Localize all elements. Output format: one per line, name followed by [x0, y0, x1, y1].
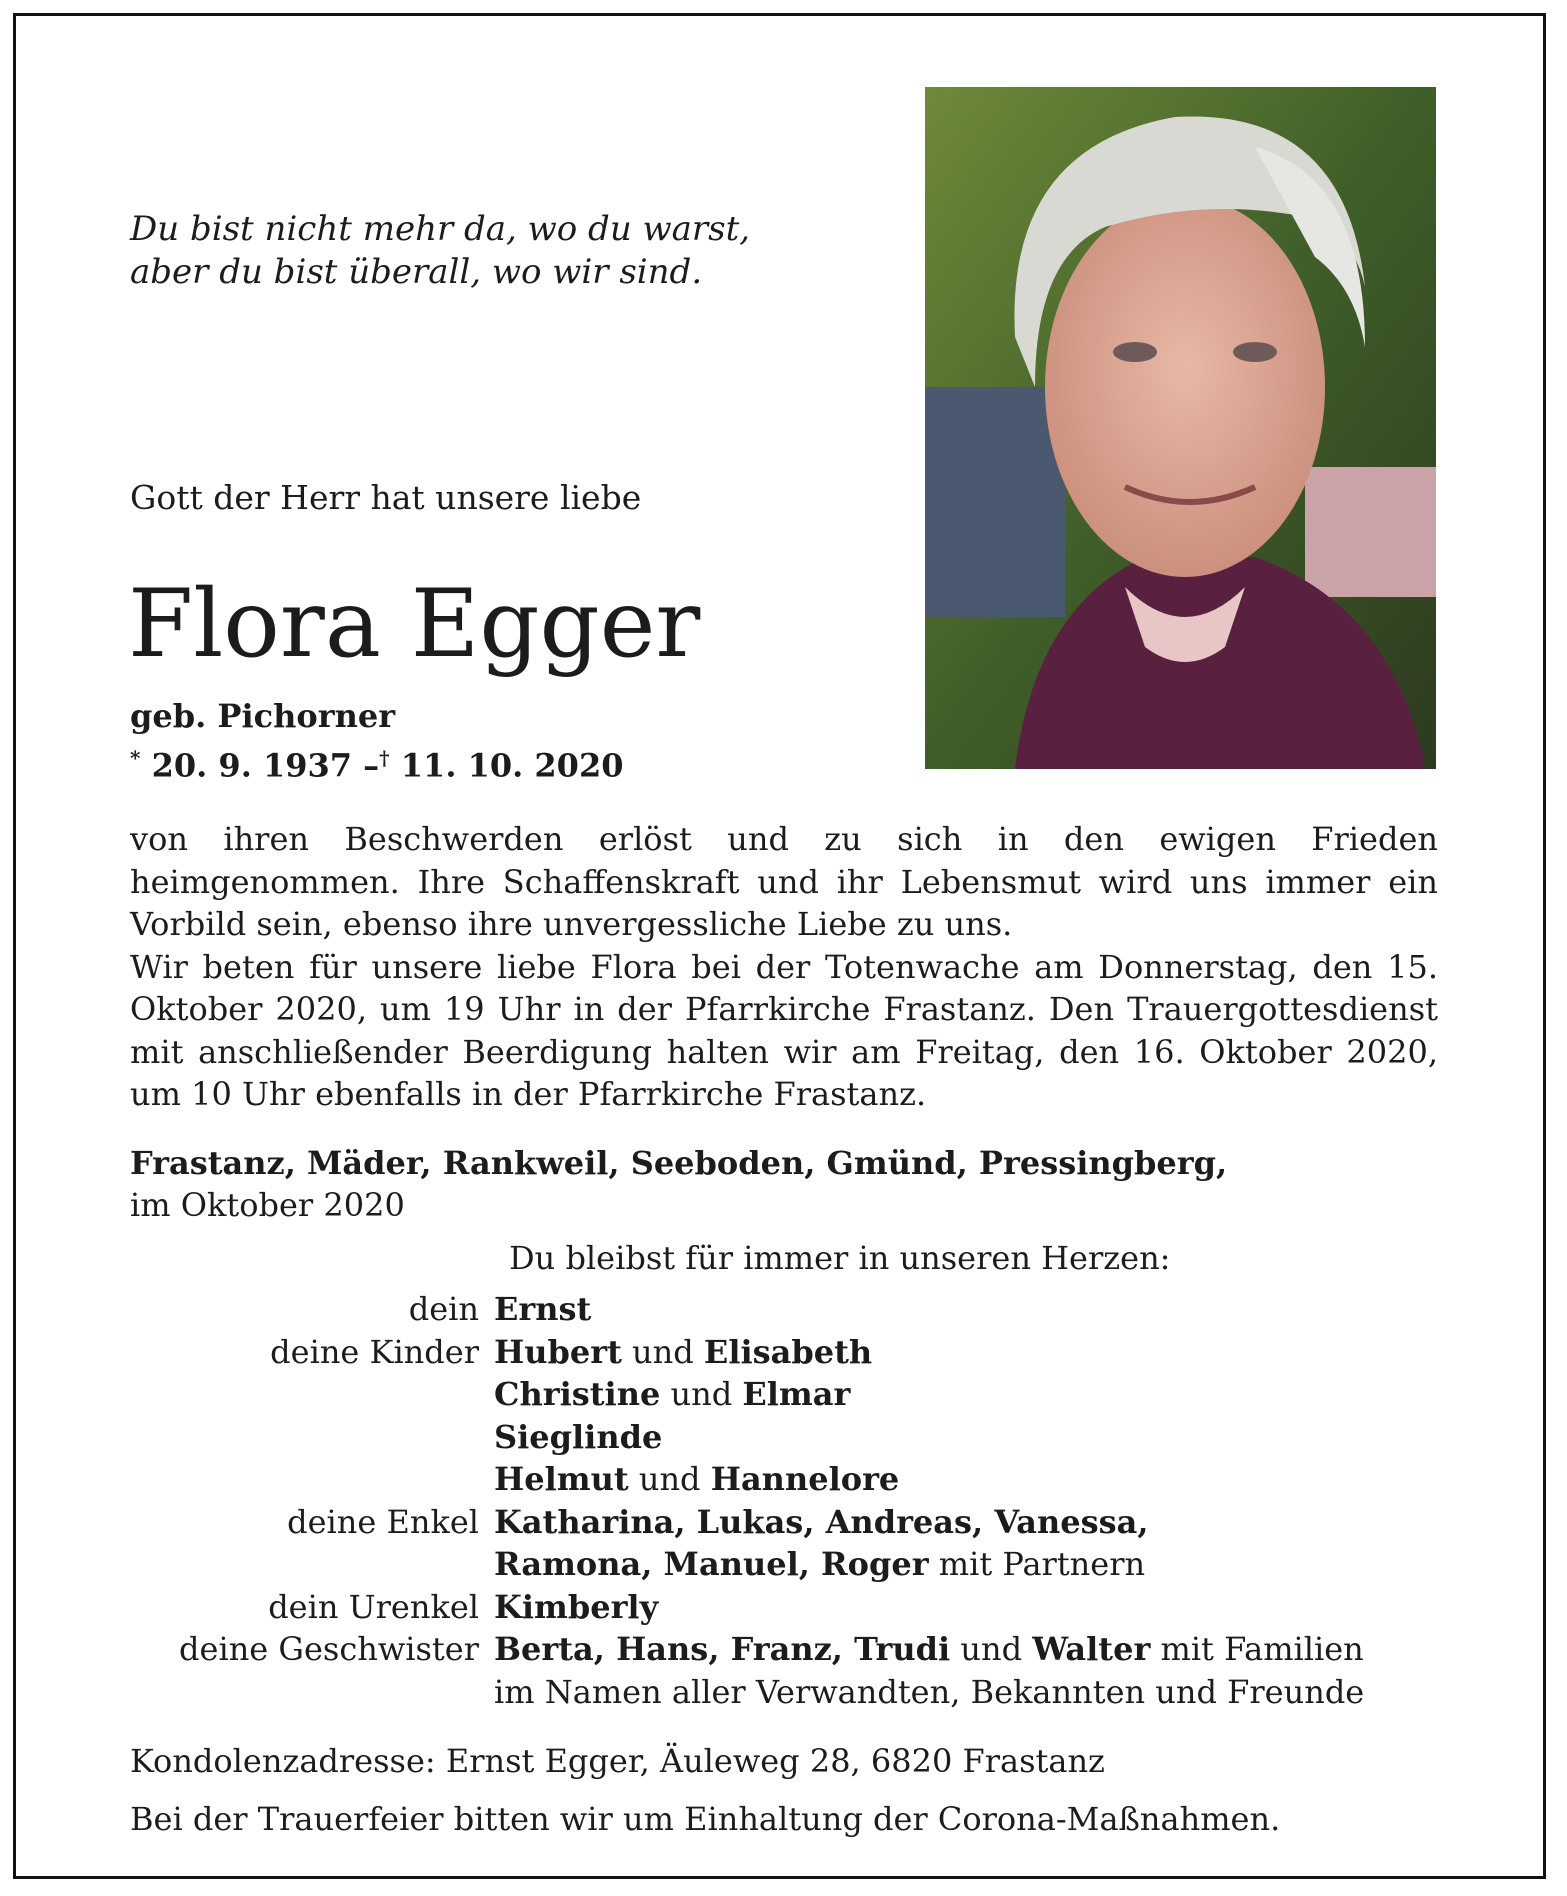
relative-names [494, 1628, 1364, 1671]
motto-quote [130, 208, 750, 294]
relative-names [494, 1416, 662, 1459]
relative-name: Ramona, Manuel, Roger [494, 1545, 929, 1583]
family-row [130, 1458, 1364, 1501]
relative-name: Elisabeth [703, 1332, 873, 1371]
hearts-line: Du bleibst für immer in unseren Herzen: [509, 1239, 1171, 1277]
connector-text: mit Partnern [928, 1545, 1146, 1583]
family-row [130, 1543, 1364, 1586]
body-paragraph-1: von ihren Beschwerden erlöst und zu sich in den ewigen Frieden heimgenommen. Ihre Schaffenskraft und ihr Lebensmut wird uns immer ein Vorbild sein, ebenso ihre unvergessliche Liebe zu uns. [130, 820, 1438, 943]
relative-name: Hubert [494, 1332, 622, 1371]
relative-names [494, 1373, 850, 1416]
relative-names [494, 1288, 591, 1331]
birth-name: geb. Pichorner [130, 697, 396, 735]
portrait-photo [925, 87, 1436, 769]
connector-text: und [660, 1375, 743, 1413]
family-row [130, 1288, 1364, 1331]
relation-label: dein Urenkel [268, 1587, 479, 1626]
connector-text: und [628, 1460, 711, 1498]
relative-name: Kimberly [494, 1587, 659, 1626]
date-dash: – [363, 746, 380, 785]
notice-body [130, 818, 1438, 1116]
relation-label [130, 1543, 494, 1586]
death-symbol: † [379, 746, 390, 770]
relative-name: Sieglinde [494, 1417, 663, 1456]
family-row [130, 1671, 1364, 1714]
places-block [130, 1142, 1227, 1226]
relation-label: deine Geschwister [179, 1630, 479, 1668]
relation-label [130, 1373, 494, 1416]
family-row [130, 1501, 1364, 1544]
deceased-name: Flora Egger [128, 570, 701, 679]
place-date: im Oktober 2020 [130, 1186, 405, 1224]
family-list [130, 1288, 1364, 1713]
relative-names [494, 1543, 1145, 1586]
relative-name: Christine [494, 1375, 661, 1413]
relation-label [130, 1458, 494, 1501]
birth-date: 20. 9. 1937 [151, 746, 353, 785]
relative-name: Katharina, Lukas, Andreas, Vanessa, [494, 1502, 1149, 1541]
relative-name: Walter [1032, 1630, 1151, 1668]
relation-label [130, 1416, 494, 1459]
family-row [130, 1373, 1364, 1416]
relation-label [130, 1671, 494, 1714]
relation-label: dein [408, 1290, 479, 1328]
family-row [130, 1331, 1364, 1374]
motto-line-1: Du bist nicht mehr da, wo du warst, [130, 209, 751, 249]
birth-symbol: * [130, 746, 141, 770]
relation-label: deine Kinder [270, 1332, 479, 1371]
relative-names [494, 1586, 658, 1629]
family-row [130, 1628, 1364, 1671]
family-row [130, 1586, 1364, 1629]
relative-names [494, 1331, 872, 1374]
life-dates [130, 737, 623, 787]
family-row [130, 1416, 1364, 1459]
relative-names [494, 1671, 1364, 1714]
motto-line-2: aber du bist überall, wo wir sind. [130, 252, 703, 292]
relative-name: Elmar [742, 1375, 851, 1413]
relation-label: deine Enkel [287, 1502, 479, 1541]
connector-text: mit Familien [1150, 1630, 1364, 1668]
intro-line: Gott der Herr hat unsere liebe [130, 478, 642, 517]
connector-text: im Namen aller Verwandten, Bekannten und Freunde [494, 1672, 1365, 1711]
relative-names [494, 1501, 1148, 1544]
relative-names [494, 1458, 899, 1501]
connector-text: und [621, 1332, 704, 1371]
places-list: Frastanz, Mäder, Rankweil, Seeboden, Gmünd, Pressingberg, [130, 1144, 1228, 1182]
death-date: 11. 10. 2020 [400, 746, 624, 785]
relative-name: Berta, Hans, Franz, Trudi [494, 1630, 951, 1668]
connector-text: und [950, 1630, 1033, 1668]
condolence-address: Kondolenzadresse: Ernst Egger, Äuleweg 28, 6820 Frastanz [130, 1742, 1105, 1780]
body-paragraph-2: Wir beten für unsere liebe Flora bei der Totenwache am Donnerstag, den 15. Oktober 2020, um 19 Uhr in der Pfarrkirche Frastanz. Den Trauergottesdienst mit anschließender Beerdigung halten wir am Freitag, den 16. Oktober 2020, um 10 Uhr ebenfalls in der Pfarrkirche Frastanz. [130, 947, 1438, 1113]
relative-name: Hannelore [710, 1460, 900, 1498]
relative-name: Helmut [494, 1460, 629, 1498]
relative-name: Ernst [494, 1290, 592, 1328]
corona-note: Bei der Trauerfeier bitten wir um Einhaltung der Corona-Maßnahmen. [130, 1800, 1281, 1838]
